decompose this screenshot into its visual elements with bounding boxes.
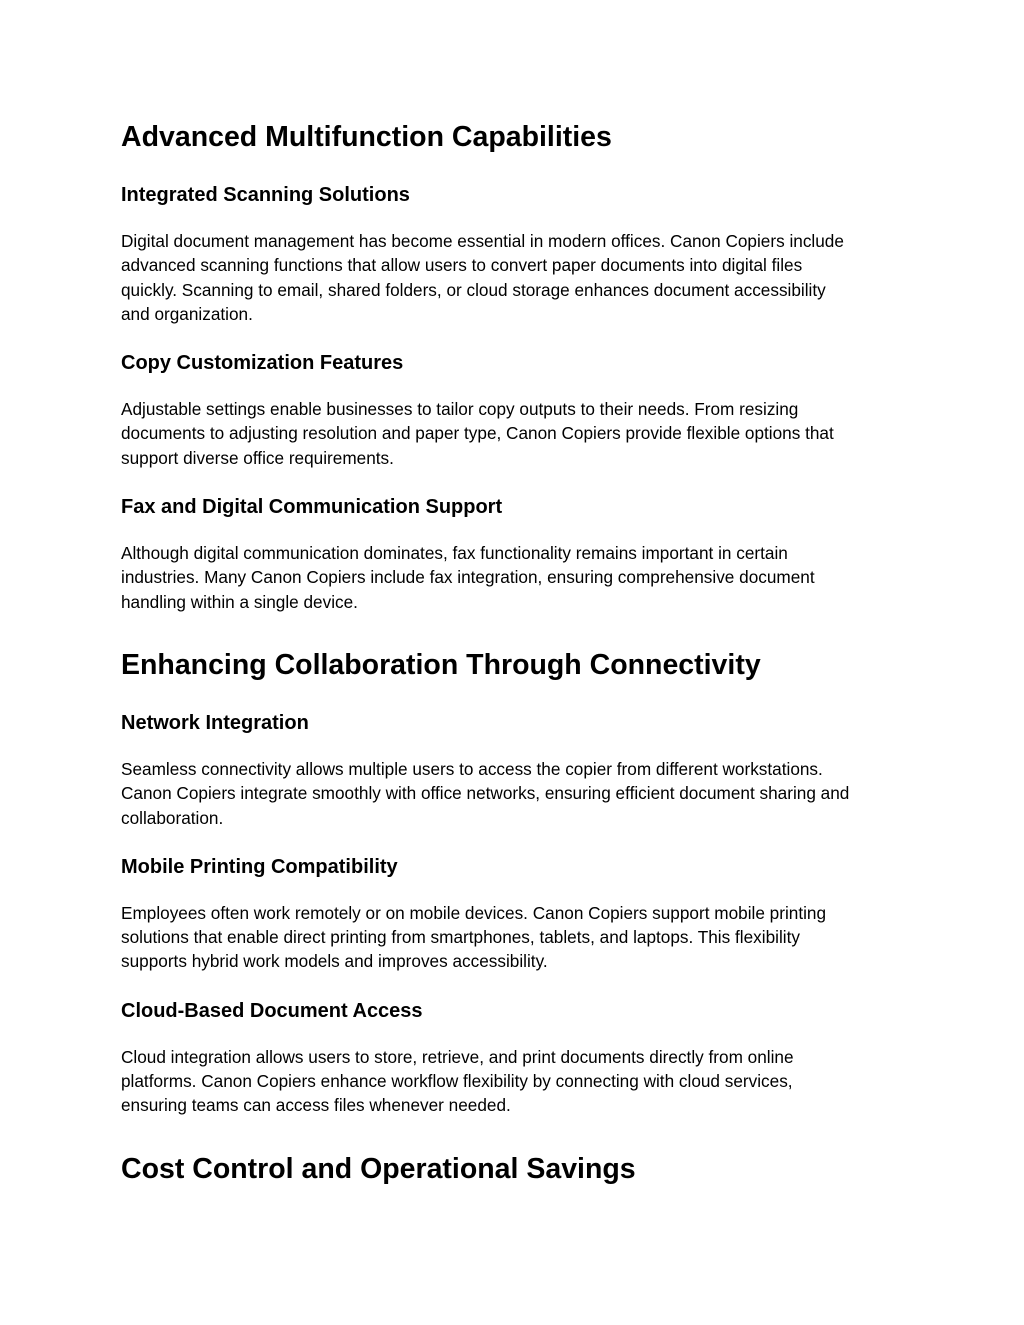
subheading-cloud-access: Cloud-Based Document Access <box>121 999 423 1022</box>
paragraph-mobile-printing <box>121 901 904 974</box>
paragraph-line: handling within a single device. <box>121 591 358 612</box>
paragraph-line: platforms. Canon Copiers enhance workflow flexibility by connecting with cloud services, <box>121 1071 793 1092</box>
paragraph-line: advanced scanning functions that allow users to convert paper documents into digital files <box>121 255 803 276</box>
subheading-copy-customization: Copy Customization Features <box>121 352 404 375</box>
paragraph-line: and organization. <box>121 303 253 324</box>
paragraph-line: quickly. Scanning to email, shared folders, or cloud storage enhances document accessibility <box>121 279 826 300</box>
paragraph-line: documents to adjusting resolution and paper type, Canon Copiers provide flexible options that <box>121 423 834 444</box>
subheading-integrated-scanning: Integrated Scanning Solutions <box>121 184 410 206</box>
paragraph-line: ensuring teams can access files whenever needed. <box>121 1095 511 1116</box>
subheading-mobile-printing: Mobile Printing Compatibility <box>121 855 398 878</box>
paragraph-line: supports hybrid work models and improves accessibility. <box>121 951 548 972</box>
paragraph-integrated-scanning <box>121 229 904 326</box>
section-heading-collaboration: Enhancing Collaboration Through Connectivity <box>121 648 761 681</box>
paragraph-line: Canon Copiers integrate smoothly with office networks, ensuring efficient document sharing and <box>121 783 850 804</box>
paragraph-cloud-access <box>121 1045 904 1118</box>
paragraph-line: support diverse office requirements. <box>121 447 394 468</box>
subheading-fax-support: Fax and Digital Communication Support <box>121 496 503 519</box>
paragraph-network-integration <box>121 757 904 830</box>
paragraph-line: Employees often work remotely or on mobile devices. Canon Copiers support mobile printing <box>121 902 827 923</box>
paragraph-line: solutions that enable direct printing from smartphones, tablets, and laptops. This flexibility <box>121 927 800 948</box>
paragraph-line: Seamless connectivity allows multiple users to access the copier from different workstations. <box>121 758 823 779</box>
paragraph-line: industries. Many Canon Copiers include fax integration, ensuring comprehensive document <box>121 567 815 588</box>
paragraph-fax-support <box>121 541 904 614</box>
paragraph-line: Digital document management has become essential in modern offices. Canon Copiers include <box>121 231 844 251</box>
paragraph-line: Although digital communication dominates, fax functionality remains important in certain <box>121 543 788 564</box>
paragraph-line: Cloud integration allows users to store, retrieve, and print documents directly from online <box>121 1046 794 1067</box>
paragraph-line: Adjustable settings enable businesses to tailor copy outputs to their needs. From resizing <box>121 399 799 420</box>
subheading-network-integration: Network Integration <box>121 711 309 734</box>
section-heading-advanced-multifunction: Advanced Multifunction Capabilities <box>121 121 612 153</box>
section-heading-cost-control: Cost Control and Operational Savings <box>121 1152 636 1185</box>
paragraph-copy-customization <box>121 397 904 470</box>
paragraph-line: collaboration. <box>121 807 224 828</box>
